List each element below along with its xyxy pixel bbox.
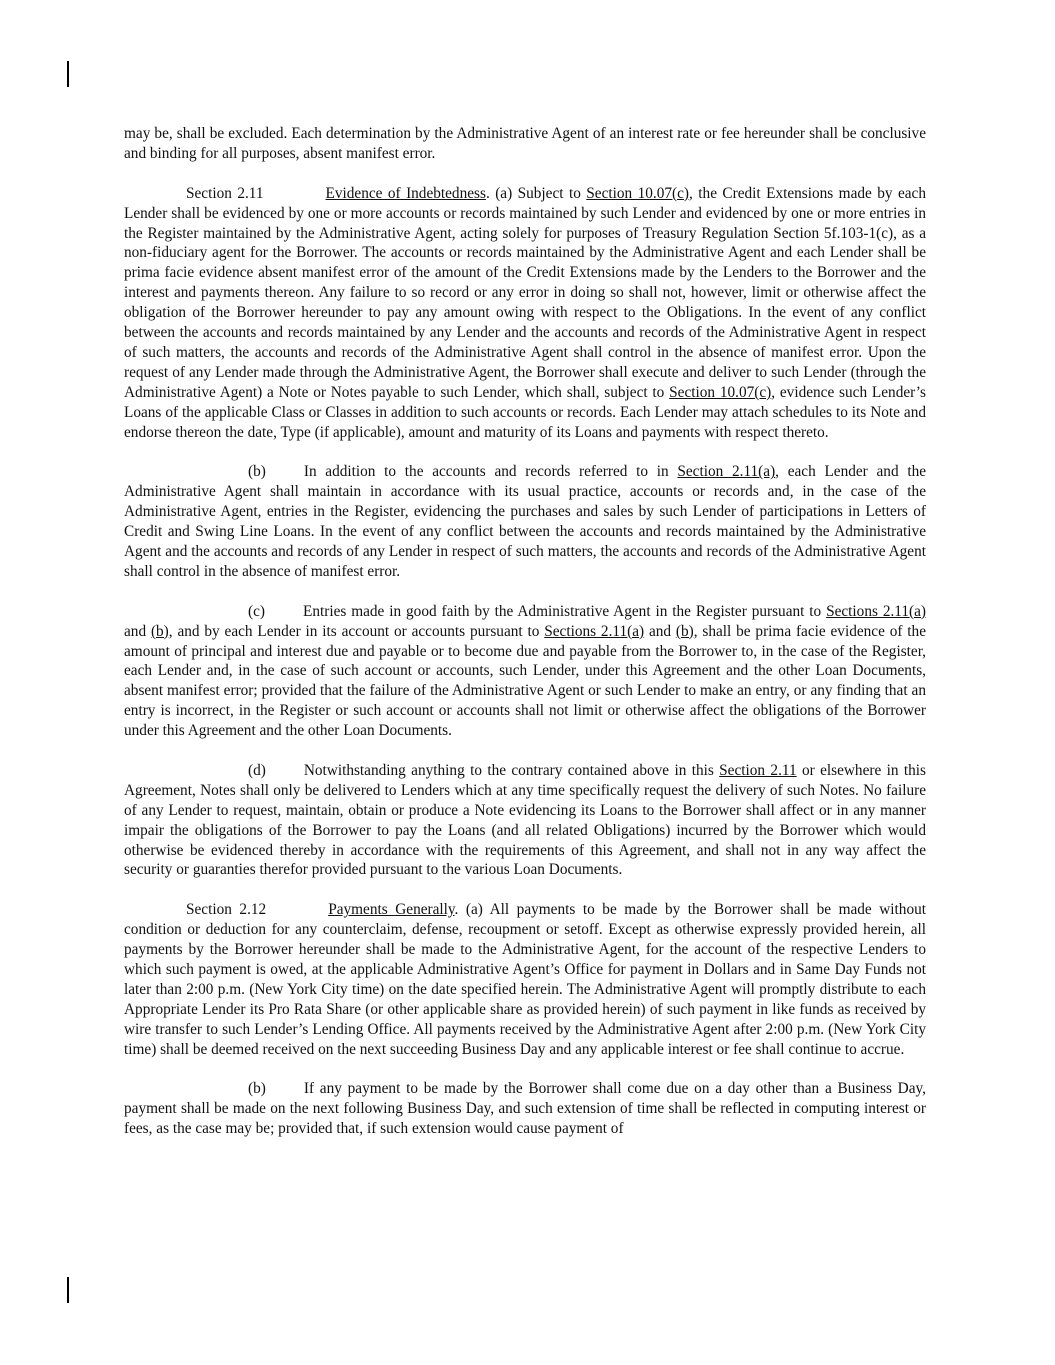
subsection-label: (c) — [248, 602, 265, 620]
cross-reference: Section 2.11 — [719, 761, 797, 779]
subsection-label: (b) — [248, 1080, 266, 1098]
cross-reference: Section 2.11(a) — [677, 463, 776, 481]
cross-reference: Sections 2.11(a) — [544, 622, 645, 640]
change-bar-bottom — [67, 1277, 69, 1303]
subsection-label: (d) — [248, 761, 266, 779]
cross-reference: Section 10.07(c) — [586, 184, 690, 202]
subsection-b-paragraph: (b) In addition to the accounts and records referred to in Section 2.11(a), each Lender and the Administrative Agent shall maintain in accordance with its usual practice, accounts or records and, in the case of the Administrative Agent, entries in the Register, evidencing the purchases and sales by such Lender of participations in Letters of Credit and Swing Line Loans. In the event of any conflict between the accounts and records maintained by the Administrative Agent and the accounts and records of any Lender in respect of such matters, the accounts and records of the Administrative Agent shall control in the absence of manifest error. — [124, 463, 927, 580]
section-2-12-paragraph: Section 2.12 Payments Generally. (a) All payments to be made by the Borrower shall be made without condition or deduction for any counterclaim, defense, recoupment or setoff. Except as otherwise expressly provided herein, all payments by the Borrower hereunder shall be made to the Administrative Agent, for the account of the respective Lenders to which such payment is owed, at the applicable Administrative Agent’s Office for payment in Dollars and in Same Day Funds not later than 2:00 p.m. (New York City time) on the date specified herein. The Administrative Agent will promptly distribute to each Appropriate Lender its Pro Rata Share (or other applicable share as provided herein) of such payment in like funds as received by wire transfer to such Lender’s Lending Office. All payments received by the Administrative Agent after 2:00 p.m. (New York City time) shall be deemed received on the next succeeding Business Day and any applicable interest or fee shall continue to accrue. — [124, 901, 926, 1058]
subsection-b-paragraph-2-12: (b) If any payment to be made by the Borrower shall come due on a day other than a Business Day, payment shall be made on the next following Business Day, and such extension of time shall be reflected in computing interest or fees, as the case may be; provided that, if such extension would cause payment of — [124, 1080, 926, 1138]
cross-reference: Section 10.07(c) — [669, 383, 772, 401]
section-2-11-paragraph: Section 2.11 Evidence of Indebtedness. (a) Subject to Section 10.07(c), the Credit Extensions made by each Lender shall be evidenced by one or more accounts or records maintained by such Lender and evidenced by one or more entries in the Register maintained by the Administrative Agent, acting solely for purposes of Treasury Regulation Section 5f.103-1(c), as a non-fiduciary agent for the Borrower. The accounts or records maintained by the Administrative Agent and each Lender shall be prima facie evidence absent manifest error of the amount of the Credit Extensions made by the Lenders to the Borrower and the interest and payments thereon. Any failure to so record or any error in doing so shall not, however, limit or otherwise affect the obligation of the Borrower hereunder to pay any amount owing with respect to the Obligations. In the event of any conflict between the accounts and records maintained by any Lender and the accounts and records of the Administrative Agent in respect of such matters, the accounts and records of the Administrative Agent shall control in the absence of manifest error. Upon the request of any Lender made through the Administrative Agent, the Borrower shall execute and deliver to such Lender (through the Administrative Agent) a Note or Notes payable to such Lender, which shall, subject to Section 10.07(c), evidence such Lender’s Loans of the applicable Class or Classes in addition to such accounts or records. Each Lender may attach schedules to its Note and endorse thereon the date, Type (if applicable), amount and maturity of its Loans and payments with respect thereto. — [124, 184, 927, 441]
section-title: Payments Generally — [328, 901, 455, 919]
cross-reference: (b) — [675, 622, 694, 640]
document-body — [124, 124, 926, 1139]
section-number: Section 2.11 — [186, 184, 264, 202]
change-bar-top — [67, 61, 69, 87]
cross-reference: (b) — [150, 622, 169, 640]
subsection-d-paragraph: (d) Notwithstanding anything to the contrary contained above in this Section 2.11 or elsewhere in this Agreement, Notes shall only be delivered to Lenders which at any time specifically request the delivery of such Notes. No failure of any Lender to request, maintain, obtain or produce a Note evidencing its Loans to the Borrower shall affect or in any manner impair the obligations of the Borrower to pay the Loans (and all related Obligations) incurred by the Borrower which would otherwise be evidenced thereby in accordance with the requirements of this Agreement, and shall not in any way affect the security or guaranties therefor provided pursuant to the various Loan Documents. — [124, 761, 926, 879]
section-title: Evidence of Indebtedness — [325, 184, 486, 202]
section-number: Section 2.12 — [186, 901, 267, 919]
cross-reference: Sections 2.11(a) — [826, 602, 927, 620]
subsection-label: (b) — [248, 463, 266, 481]
paragraph-continuation: may be, shall be excluded. Each determination by the Administrative Agent of an interest rate or fee hereunder shall be conclusive and binding for all purposes, absent manifest error. — [124, 125, 926, 162]
subsection-c-paragraph: (c) Entries made in good faith by the Administrative Agent in the Register pursuant to Sections 2.11(a) and (b), and by each Lender in its account or accounts pursuant to Sections 2.11(a) and (b), shall be prima facie evidence of the amount of principal and interest due and payable or to become due and payable from the Borrower to, in the case of the Register, each Lender and, in the case of such account or accounts, such Lender, under this Agreement and the other Loan Documents, absent manifest error; provided that the failure of the Administrative Agent or such Lender to make an entry, or any finding that an entry is incorrect, in the Register or such account or accounts shall not limit or otherwise affect the obligations of the Borrower under this Agreement and the other Loan Documents. — [124, 602, 927, 740]
